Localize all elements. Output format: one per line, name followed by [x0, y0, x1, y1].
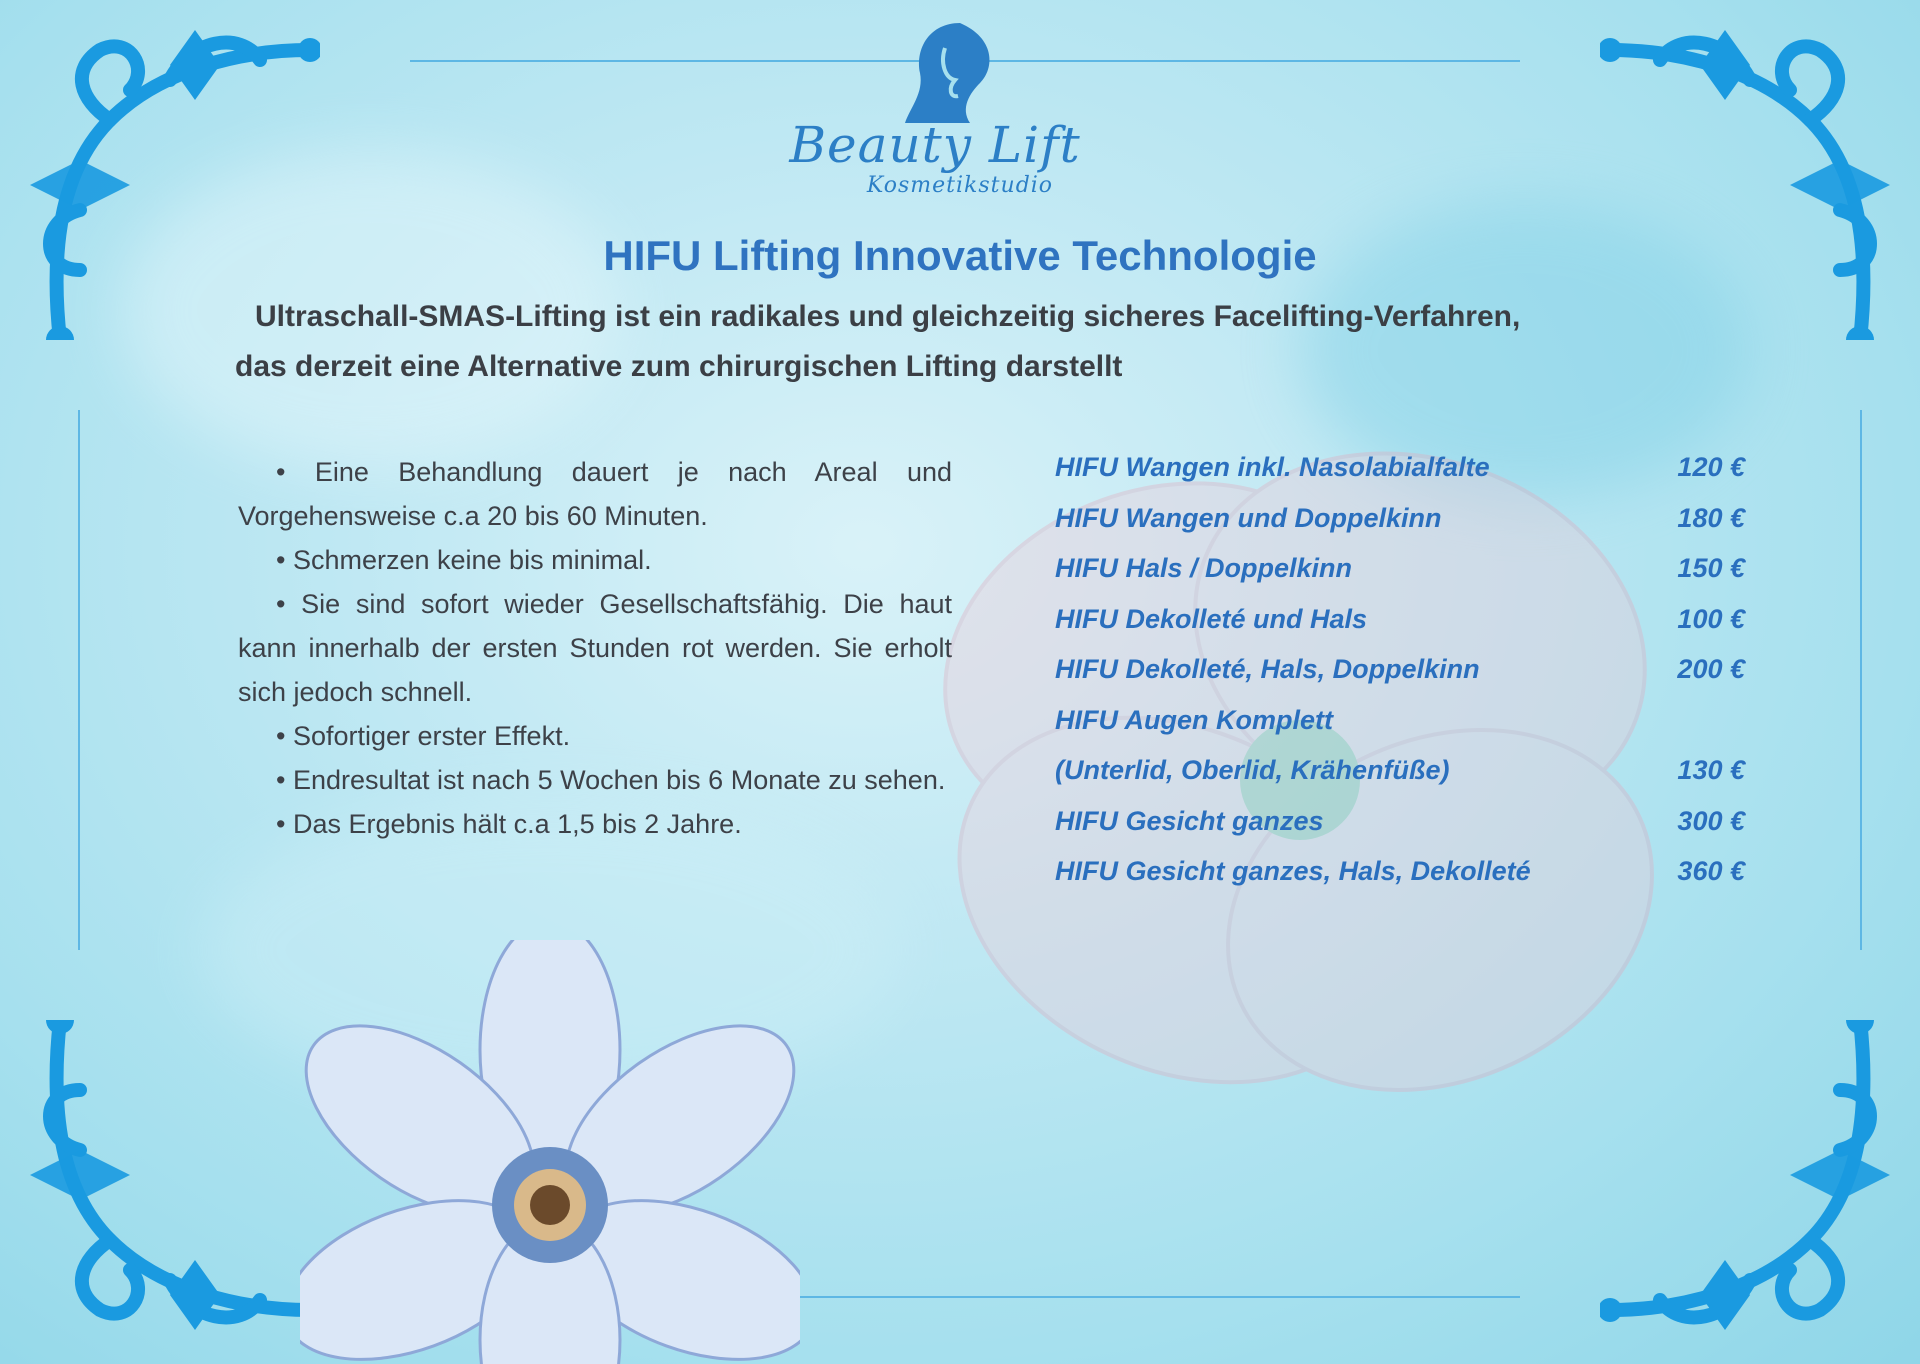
price-row [1055, 452, 1745, 503]
price-row [1055, 503, 1745, 554]
treatment-name: (Unterlid, Oberlid, Krähenfüße) [1055, 755, 1450, 785]
treatment-name: HIFU Augen Komplett [1055, 704, 1333, 735]
price-row [1055, 654, 1745, 705]
treatment-name: HIFU Dekolleté und Hals [1055, 603, 1368, 634]
treatment-price: 120 € [1677, 452, 1745, 482]
price-row [1055, 856, 1745, 907]
treatment-name: HIFU Wangen inkl. Nasolabialfalte [1055, 452, 1490, 482]
intro-line-2: das derzeit eine Alternative zum chirurgischen Lifting darstellt [235, 350, 1123, 383]
benefit-item: • Sie sind sofort wieder Gesellschaftsfähig. Die haut kann innerhalb der ersten Stunden rot werden. Sie erholt sich jedoch schnell. [238, 589, 952, 707]
treatment-name: HIFU Gesicht ganzes, Hals, Dekolleté [1055, 856, 1531, 886]
price-row [1055, 553, 1745, 604]
corner-ornament-top-right [1600, 10, 1900, 340]
treatment-price: 100 € [1677, 603, 1745, 634]
treatment-name: HIFU Gesicht ganzes [1055, 805, 1324, 836]
frame-line-left [78, 410, 80, 950]
treatment-price: 150 € [1677, 553, 1745, 583]
treatment-price: 300 € [1677, 805, 1745, 836]
treatment-name: HIFU Hals / Doppelkinn [1055, 553, 1353, 583]
benefits-list [238, 450, 952, 846]
brand-logo [770, 8, 1130, 208]
treatment-price: 360 € [1677, 856, 1745, 886]
frame-line-right [1860, 410, 1862, 950]
price-row [1055, 705, 1745, 756]
treatment-price: 130 € [1677, 755, 1745, 785]
price-row [1055, 604, 1745, 655]
benefit-item: • Eine Behandlung dauert je nach Areal und Vorgehensweise c.a 20 bis 60 Minuten. [238, 457, 952, 531]
treatment-price: 200 € [1677, 654, 1745, 684]
page-title: HIFU Lifting Innovative Technologie [603, 232, 1317, 279]
brand-name: Beauty Lift [789, 116, 1081, 174]
benefit-item: • Endresultat ist nach 5 Wochen bis 6 Monate zu sehen. [276, 765, 946, 795]
treatment-price: 180 € [1677, 502, 1745, 533]
corner-ornament-bottom-left [20, 1020, 320, 1350]
brand-subtitle: Kosmetikstudio [866, 173, 1054, 198]
treatment-name: HIFU Dekolleté, Hals, Doppelkinn [1055, 654, 1480, 684]
price-row [1055, 755, 1745, 806]
treatment-name: HIFU Wangen und Doppelkinn [1055, 502, 1442, 533]
price-list [1055, 452, 1745, 907]
blue-flower-illustration [300, 940, 800, 1364]
woman-silhouette-icon [900, 18, 1010, 128]
benefit-item: • Das Ergebnis hält c.a 1,5 bis 2 Jahre. [276, 809, 742, 839]
intro-line-1: Ultraschall-SMAS-Lifting ist ein radikales und gleichzeitig sicheres Facelifting-Verfahren, [255, 300, 1521, 333]
benefit-item: • Sofortiger erster Effekt. [276, 721, 571, 751]
benefit-item: • Schmerzen keine bis minimal. [276, 545, 652, 575]
corner-ornament-top-left [20, 10, 320, 340]
price-row [1055, 806, 1745, 857]
